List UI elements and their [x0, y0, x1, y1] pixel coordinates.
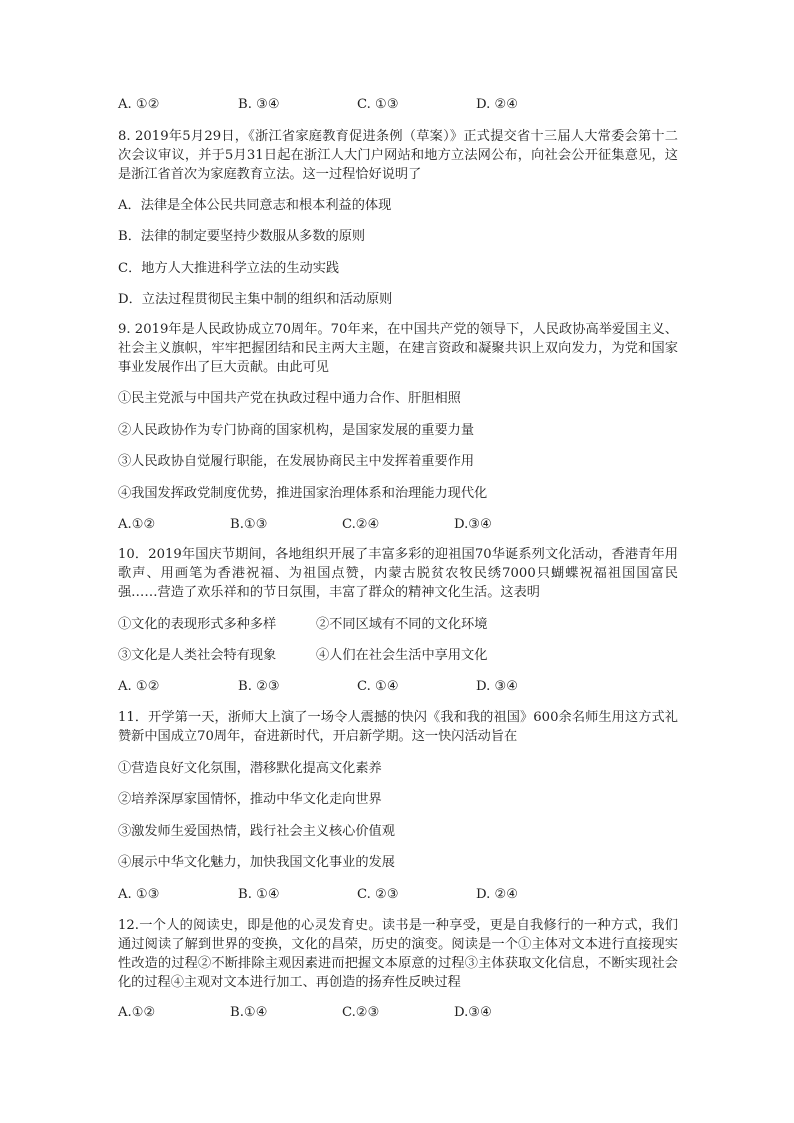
q9-statement-3: ③人民政协自觉履行职能，在发展协商民主中发挥着重要作用 — [118, 454, 475, 469]
q10-option-d: D. ③④ — [476, 679, 519, 694]
q12-option-c: C.②③ — [342, 1005, 380, 1020]
q8-choice-a: A．法律是全体公民共同意志和根本利益的体现 — [118, 198, 392, 213]
q10-options — [118, 677, 678, 696]
q9-option-c: C.②④ — [342, 517, 380, 532]
q10-statement-3: ③文化是人类社会特有现象 — [118, 648, 277, 663]
q10-statements-row-2 — [118, 646, 678, 665]
q8-choice-c: C．地方人大推进科学立法的生动实践 — [118, 261, 340, 276]
q11-stem: 11．开学第一天，浙师大上演了一场令人震撼的快闪《我和我的祖国》600余名师生用这方式礼赞新中国成立70周年，奋进新时代，开启新学期。这一快闪活动旨在 — [118, 710, 678, 744]
q10-statements-row-1 — [118, 615, 678, 634]
q8-choice-d: D．立法过程贯彻民主集中制的组织和活动原则 — [118, 292, 393, 307]
q7-option-b: B. ③④ — [238, 97, 280, 112]
q11-statement-2: ②培养深厚家国情怀，推动中华文化走向世界 — [118, 792, 382, 807]
q10-option-c: C. ①④ — [357, 679, 399, 694]
q9-option-a: A.①② — [118, 517, 156, 532]
q7-option-d: D. ②④ — [476, 97, 519, 112]
q7-options — [118, 95, 678, 114]
q7-option-a: A. ①② — [118, 97, 160, 112]
q9-option-b: B.①③ — [230, 517, 268, 532]
q10-statement-1: ①文化的表现形式多种多样 — [118, 617, 277, 632]
q11-statement-4: ④展示中华文化魅力，加快我国文化事业的发展 — [118, 855, 395, 870]
q12-option-d: D.③④ — [454, 1005, 492, 1020]
q11-statement-3: ③激发师生爱国热情，践行社会主义核心价值观 — [118, 824, 395, 839]
q11-option-d: D. ②④ — [476, 887, 519, 902]
q9-options — [118, 515, 678, 534]
q11-option-a: A. ①③ — [118, 887, 160, 902]
q12-option-a: A.①② — [118, 1005, 156, 1020]
q9-statement-1: ①民主党派与中国共产党在执政过程中通力合作、肝胆相照 — [118, 391, 461, 406]
q11-statement-1: ①营造良好文化氛围，潜移默化提高文化素养 — [118, 761, 382, 776]
q9-statement-4: ④我国发挥政党制度优势，推进国家治理体系和治理能力现代化 — [118, 486, 488, 501]
q7-option-c: C. ①③ — [357, 97, 399, 112]
q10-option-a: A. ①② — [118, 679, 160, 694]
q12-stem: 12.一个人的阅读史，即是他的心灵发育史。读书是一种享受，更是自我修行的一种方式，我们通过阅读了解到世界的变换，文化的昌荣，历史的演变。阅读是一个①主体对文本进行直接现实性改造的过程②不断排除主观因素进而把握文本原意的过程③主体获取文化信息，不断实现社会化的过程④主观对文本进行加工、再创造的扬弃性反映过程 — [118, 918, 678, 990]
q9-option-d: D.③④ — [454, 517, 492, 532]
q10-statement-4: ④人们在社会生活中享用文化 — [316, 648, 488, 663]
q12-options — [118, 1003, 678, 1022]
q10-option-b: B. ②③ — [238, 679, 280, 694]
q11-option-c: C. ②③ — [357, 887, 399, 902]
q10-stem: 10．2019年国庆节期间，各地组织开展了丰富多彩的迎祖国70华诞系列文化活动，香港青年用歌声、用画笔为香港祝福、为祖国点赞，内蒙古脱贫农牧民绣7000只蝴蝶祝福祖国国富民强……营造了欢乐祥和的节日氛围，丰富了群众的精神文化生活。这表明 — [118, 547, 678, 600]
q12-option-b: B.①④ — [230, 1005, 268, 1020]
q11-option-b: B. ①④ — [238, 887, 280, 902]
q11-options — [118, 885, 678, 904]
q9-stem: 9. 2019年是人民政协成立70周年。70年来，在中国共产党的领导下，人民政协高举爱国主义、社会主义旗帜，牢牢把握团结和民主两大主题，在建言资政和凝聚共识上双向发力，为党和国家事业发展作出了巨大贡献。由此可见 — [118, 322, 678, 375]
q8-choice-b: B．法律的制定要坚持少数服从多数的原则 — [118, 229, 366, 244]
q10-statement-2: ②不同区域有不同的文化环境 — [316, 617, 488, 632]
q9-statement-2: ②人民政协作为专门协商的国家机构，是国家发展的重要力量 — [118, 423, 475, 438]
q8-stem: 8. 2019年5月29日，《浙江省家庭教育促进条例（草案）》正式提交省十三届人大常委会第十二次会议审议，并于5月31日起在浙江人大门户网站和地方立法网公布，向社会公开征集意见，这是浙江省首次为家庭教育立法。这一过程恰好说明了 — [118, 129, 678, 182]
